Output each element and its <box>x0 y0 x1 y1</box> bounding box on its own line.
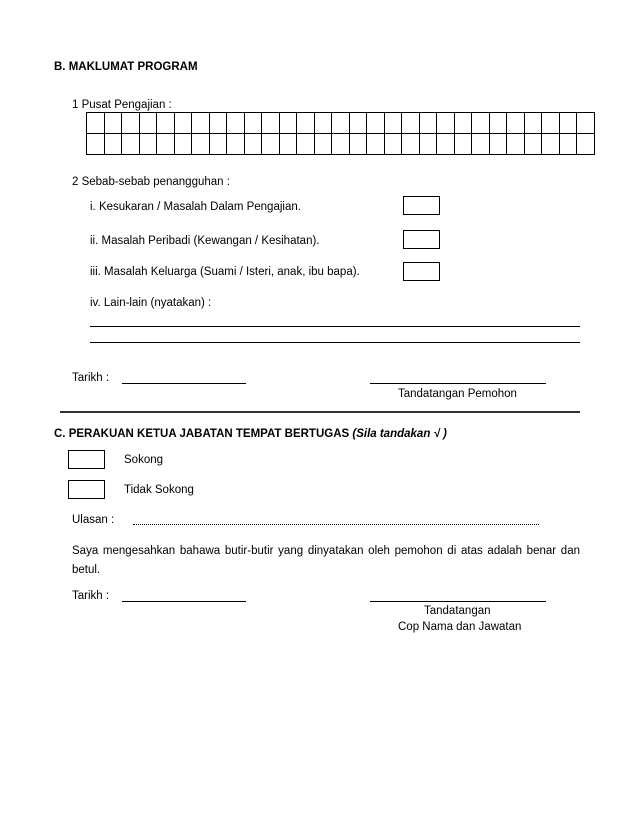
grid-cell[interactable] <box>227 134 245 155</box>
reason-3-checkbox[interactable] <box>403 262 440 281</box>
grid-cell[interactable] <box>262 113 280 134</box>
applicant-signature-line[interactable] <box>370 383 546 384</box>
section-b-heading: B. MAKLUMAT PROGRAM <box>54 61 198 73</box>
reason-item-3-label: iii. Masalah Keluarga (Suami / Isteri, anak, ibu bapa). <box>90 266 360 278</box>
grid-cell[interactable] <box>192 113 210 134</box>
head-signature-caption: Tandatangan <box>424 605 491 617</box>
tidak-sokong-label: Tidak Sokong <box>124 484 194 496</box>
section-c-heading <box>54 428 447 440</box>
reason-item-2-label: ii. Masalah Peribadi (Kewangan / Kesihatan). <box>90 235 320 247</box>
grid-cell[interactable] <box>244 134 262 155</box>
grid-cell[interactable] <box>349 113 367 134</box>
grid-cell[interactable] <box>209 134 227 155</box>
grid-cell[interactable] <box>577 113 595 134</box>
grid-cell[interactable] <box>577 134 595 155</box>
grid-cell[interactable] <box>402 134 420 155</box>
grid-cell[interactable] <box>297 113 315 134</box>
other-reason-line-1[interactable] <box>90 326 580 327</box>
grid-cell[interactable] <box>489 134 507 155</box>
grid-cell[interactable] <box>279 113 297 134</box>
grid-cell[interactable] <box>349 134 367 155</box>
grid-cell[interactable] <box>122 134 140 155</box>
grid-cell[interactable] <box>559 113 577 134</box>
section-c-heading-note: (Sila tandakan √ ) <box>352 428 447 440</box>
section-divider <box>60 411 580 413</box>
remarks-label: Ulasan : <box>72 514 115 526</box>
section-c-date-label: Tarikh : <box>72 590 110 602</box>
grid-cell[interactable] <box>419 113 437 134</box>
grid-cell[interactable] <box>559 134 577 155</box>
pusat-pengajian-grid[interactable] <box>86 112 595 155</box>
grid-cell[interactable] <box>87 113 105 134</box>
grid-cell[interactable] <box>297 134 315 155</box>
grid-cell[interactable] <box>384 134 402 155</box>
section-b-date-label: Tarikh : <box>72 372 110 384</box>
grid-cell[interactable] <box>472 113 490 134</box>
grid-cell[interactable] <box>244 113 262 134</box>
grid-cell[interactable] <box>524 134 542 155</box>
grid-cell[interactable] <box>489 113 507 134</box>
grid-cell[interactable] <box>367 113 385 134</box>
grid-row <box>87 113 595 134</box>
grid-cell[interactable] <box>367 134 385 155</box>
grid-cell[interactable] <box>174 134 192 155</box>
sebab-label: 2 Sebab-sebab penangguhan : <box>72 176 230 188</box>
remarks-line[interactable] <box>133 524 539 525</box>
grid-cell[interactable] <box>437 134 455 155</box>
grid-cell[interactable] <box>419 134 437 155</box>
grid-cell[interactable] <box>507 134 525 155</box>
reason-1-checkbox[interactable] <box>403 196 440 215</box>
grid-cell[interactable] <box>402 113 420 134</box>
grid-cell[interactable] <box>209 113 227 134</box>
grid-cell[interactable] <box>139 134 157 155</box>
pusat-pengajian-label: 1 Pusat Pengajian : <box>72 99 172 111</box>
grid-cell[interactable] <box>174 113 192 134</box>
grid-cell[interactable] <box>542 134 560 155</box>
grid-cell[interactable] <box>314 113 332 134</box>
grid-cell[interactable] <box>279 134 297 155</box>
grid-cell[interactable] <box>262 134 280 155</box>
sokong-label: Sokong <box>124 454 164 466</box>
applicant-signature-caption: Tandatangan Pemohon <box>398 388 517 400</box>
grid-cell[interactable] <box>104 134 122 155</box>
grid-cell[interactable] <box>332 113 350 134</box>
grid-cell[interactable] <box>472 134 490 155</box>
section-c-date-line[interactable] <box>122 601 246 602</box>
grid-cell[interactable] <box>157 134 175 155</box>
head-signature-line[interactable] <box>370 601 546 602</box>
sokong-checkbox[interactable] <box>68 450 105 469</box>
grid-cell[interactable] <box>157 113 175 134</box>
grid-cell[interactable] <box>314 134 332 155</box>
grid-cell[interactable] <box>192 134 210 155</box>
grid-cell[interactable] <box>384 113 402 134</box>
reason-item-1-label: i. Kesukaran / Masalah Dalam Pengajian. <box>90 201 301 213</box>
grid-cell[interactable] <box>87 134 105 155</box>
grid-cell[interactable] <box>542 113 560 134</box>
grid-cell[interactable] <box>104 113 122 134</box>
section-c-heading-text: C. PERAKUAN KETUA JABATAN TEMPAT BERTUGAS <box>54 428 350 440</box>
grid-row <box>87 134 595 155</box>
grid-cell[interactable] <box>139 113 157 134</box>
head-stamp-caption: Cop Nama dan Jawatan <box>398 621 522 633</box>
section-b-date-line[interactable] <box>122 383 246 384</box>
grid-cell[interactable] <box>507 113 525 134</box>
grid-cell[interactable] <box>437 113 455 134</box>
grid-cell[interactable] <box>122 113 140 134</box>
reason-2-checkbox[interactable] <box>403 230 440 249</box>
grid-cell[interactable] <box>524 113 542 134</box>
declaration-text: Saya mengesahkan bahawa butir-butir yang dinyatakan oleh pemohon di atas adalah benar dan betul. <box>72 545 580 576</box>
grid-cell[interactable] <box>454 113 472 134</box>
other-reason-line-2[interactable] <box>90 342 580 343</box>
grid-cell[interactable] <box>454 134 472 155</box>
grid-cell[interactable] <box>227 113 245 134</box>
tidak-sokong-checkbox[interactable] <box>68 480 105 499</box>
reason-item-4-label: iv. Lain-lain (nyatakan) : <box>90 297 212 309</box>
grid-cell[interactable] <box>332 134 350 155</box>
